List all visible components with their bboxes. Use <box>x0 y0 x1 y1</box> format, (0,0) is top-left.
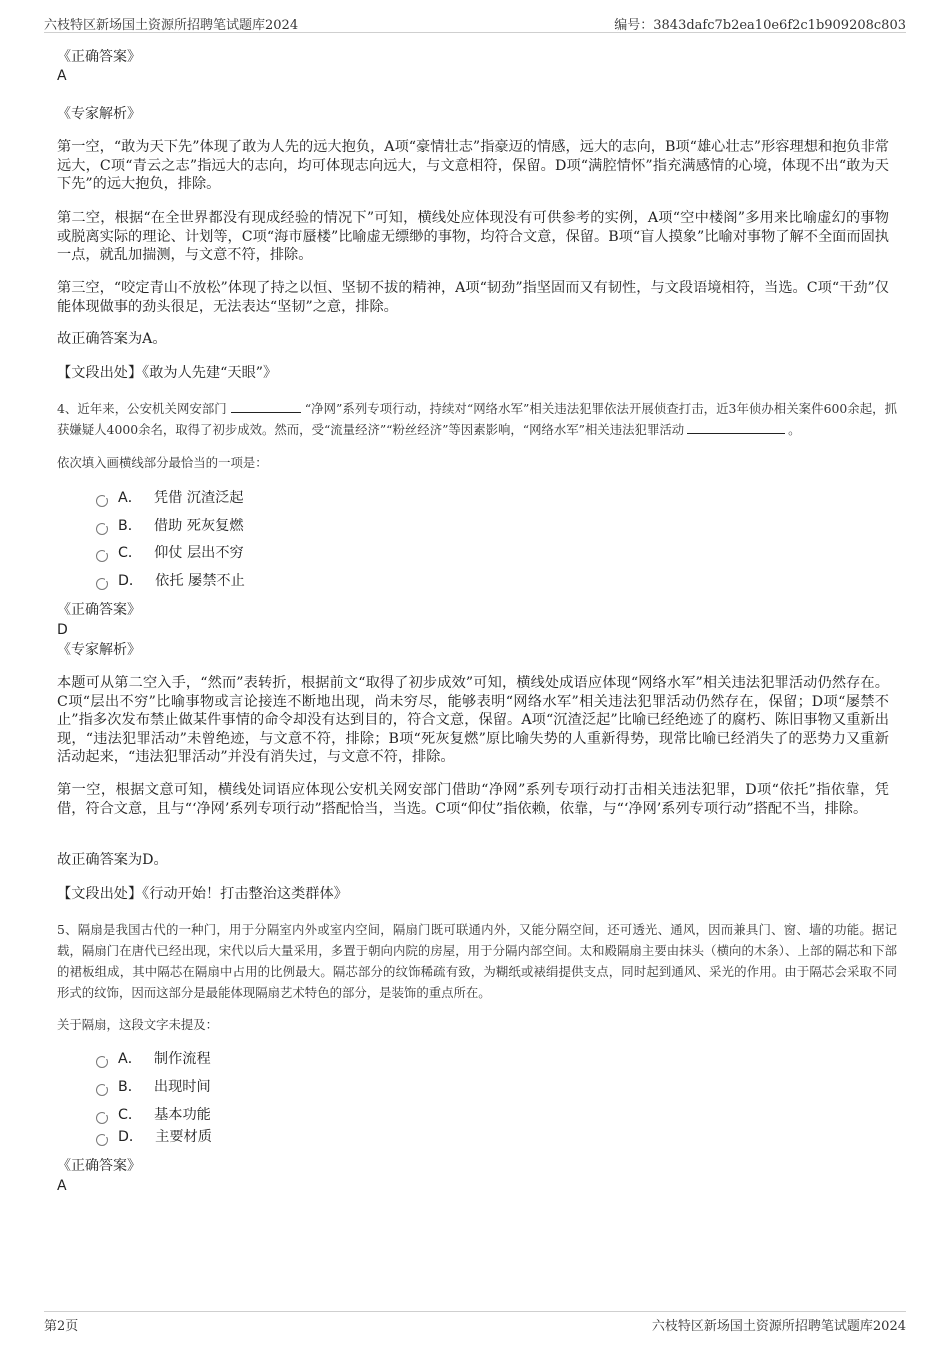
q4-option-c[interactable]: C． 仰仗 层出不穷 <box>96 543 244 563</box>
q5-answer-label: 《正确答案》 <box>57 1158 141 1174</box>
q5-option-d[interactable]: D． 主要材质 <box>96 1127 212 1147</box>
q4-answer-label: 《正确答案》 <box>57 602 141 618</box>
q4-conclusion: 故正确答案为D。 <box>57 852 168 868</box>
page-number: 第2页 <box>44 1319 79 1334</box>
q3-answer-label: 《正确答案》 <box>57 49 141 65</box>
q3-analysis-paragraph: 第二空，根据“在全世界都没有现成经验的情况下”可知，横线处应体现没有可供参考的实例，A项“空中楼阁”多用来比喻虚幻的事物或脱离实际的理论、计划等，C项“海市蜃楼”比喻虚无缥缈的事物，均符合文意，保留。B项“盲人摸象”比喻对事物了解不全面而固执一点，就乱加揣测，与文意不符，排除。 <box>57 210 889 263</box>
q3-source: 【文段出处】《敢为人先建“天眼”》 <box>57 365 278 381</box>
q4-analysis-paragraph: 本题可从第二空入手，“然而”表转折，根据前文“取得了初步成效”可知，横线处成语应体现“网络水军”相关违法犯罪活动仍然存在。C项“层出不穷”比喻事物或言论接连不断地出现，尚未穷尽，能够表明“网络水军”相关违法犯罪活动仍然存在，保留；D项“屡禁不止”指多次发布禁止做某件事情的命令却没有达到目的，符合文意，保留。A项“沉渣泛起”比喻已经绝迹了的腐朽、陈旧事物又重新出现，“违法犯罪活动”未曾绝迹，与文意不符，排除；B项“死灰复燃”原比喻失势的人重新得势，现常比喻已经消失了的恶势力又重新活动起来，“违法犯罪活动”并没有消失过，与文意不符，排除。 <box>57 675 889 765</box>
q3-answer: A <box>57 68 67 84</box>
radio-icon[interactable] <box>96 1112 108 1124</box>
q4-option-a[interactable]: A． 凭借 沉渣泛起 <box>96 488 244 508</box>
q4-analysis-paragraph: 第一空，根据文意可知，横线处词语应体现公安机关网安部门借助“净网”系列专项行动打击相关违法犯罪，D项“依托”指依靠，凭借，符合文意，且与“‘净网’系列专项行动”搭配恰当，当选。C项“仰仗”指依赖，依靠，与“‘净网’系列专项行动”搭配不当，排除。 <box>57 782 889 817</box>
q4-option-b[interactable]: B． 借助 死灰复燃 <box>96 516 244 536</box>
q5-answer: A <box>57 1178 67 1194</box>
q3-analysis-label: 《专家解析》 <box>57 106 141 122</box>
radio-icon[interactable] <box>96 1056 108 1068</box>
q4-analysis-label: 《专家解析》 <box>57 642 141 658</box>
fill-blank <box>231 400 301 413</box>
q5-option-a[interactable]: A． 制作流程 <box>96 1049 211 1069</box>
header-title: 六枝特区新场国土资源所招聘笔试题库2024 <box>44 18 299 33</box>
q4-prompt: 依次填入画横线部分最恰当的一项是： <box>57 455 268 470</box>
footer-title: 六枝特区新场国土资源所招聘笔试题库2024 <box>651 1319 906 1334</box>
q4-option-d[interactable]: D． 依托 屡禁不止 <box>96 571 245 591</box>
q5-option-b[interactable]: B． 出现时间 <box>96 1077 211 1097</box>
fill-blank <box>687 421 785 434</box>
page-header <box>44 12 906 33</box>
q5-option-c[interactable]: C． 基本功能 <box>96 1105 211 1125</box>
radio-icon[interactable] <box>96 1084 108 1096</box>
radio-icon[interactable] <box>96 550 108 562</box>
q3-analysis-paragraph: 第一空，“敢为天下先”体现了敢为人先的远大抱负，A项“豪情壮志”指豪迈的情感，远大的志向，B项“雄心壮志”形容理想和抱负非常远大，C项“青云之志”指远大的志向，均可体现志向远大，与文意相符，保留。D项“满腔情怀”指充满感情的心境，体现不出“敢为天下先”的远大抱负，排除。 <box>57 139 889 192</box>
q4-source: 【文段出处】《行动开始！打击整治这类群体》 <box>57 886 348 902</box>
page-footer <box>44 1311 906 1336</box>
q4-stem: 4、近年来，公安机关网安部门 “净网”系列专项行动，持续对“网络水军”相关违法犯罪依法开展侦查打击，近3年侦办相关案件600余起，抓获嫌疑人4000余名，取得了初步成效。然而，受“流量经济”“粉丝经济”等因素影响，“网络水军”相关违法犯罪活动 。 <box>57 401 898 437</box>
radio-icon[interactable] <box>96 1134 108 1146</box>
radio-icon[interactable] <box>96 523 108 535</box>
header-doc-code: 编号：3843dafc7b2ea10e6f2c1b909208c803 <box>614 18 906 33</box>
q3-conclusion: 故正确答案为A。 <box>57 331 167 347</box>
q4-answer: D <box>57 622 68 638</box>
radio-icon[interactable] <box>96 578 108 590</box>
radio-icon[interactable] <box>96 495 108 507</box>
q5-prompt: 关于隔扇，这段文字未提及： <box>57 1017 219 1032</box>
q5-stem: 5、隔扇是我国古代的一种门，用于分隔室内外或室内空间，隔扇门既可联通内外，又能分隔空间，还可透光、通风，因而兼具门、窗、墙的功能。据记载，隔扇门在唐代已经出现，宋代以后大量采用，多置于朝向内院的房屋，用于分隔内部空间。太和殿隔扇主要由抹头（横向的木条）、上部的隔芯和下部的裙板组成，其中隔芯在隔扇中占用的比例最大。隔芯部分的纹饰稀疏有致，为糊纸或裱绢提供支点，同时起到通风、采光的作用。由于隔芯会采取不同形式的纹饰，因而这部分是最能体现隔扇艺术特色的部分，是装饰的重点所在。 <box>57 922 897 1000</box>
q3-analysis-paragraph: 第三空，“咬定青山不放松”体现了持之以恒、坚韧不拔的精神，A项“韧劲”指坚固而又有韧性，与文段语境相符，当选。C项“干劲”仅能体现做事的劲头很足，无法表达“坚韧”之意，排除。 <box>57 280 889 315</box>
